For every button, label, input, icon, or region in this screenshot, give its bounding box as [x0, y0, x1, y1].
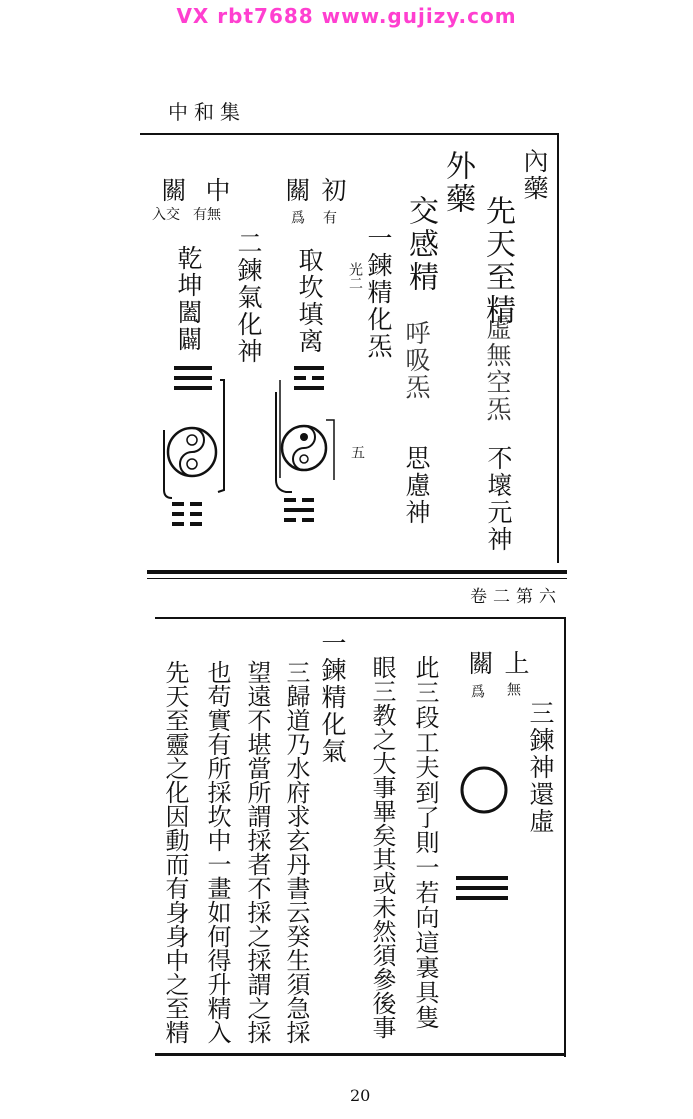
mid-rule-thin [147, 578, 567, 579]
lower-text-2: 眼三教之大事畢矣其或未然須參後事 [368, 655, 396, 1039]
guan-lower-wei: 爲 [469, 684, 485, 698]
nei-yao-label: 內藥 [520, 148, 549, 202]
lower-title: 三鍊神還虛 [526, 700, 555, 835]
guan1-wei: 爲 [289, 210, 305, 224]
body-3: 也苟實有所採坎中一畫如何得升精入 [203, 660, 231, 1044]
upper-right-rule [557, 133, 559, 563]
wai-yao-label: 外藥 [440, 150, 475, 216]
page-number: 20 [350, 1086, 371, 1105]
nei-main: 先天至精 [480, 195, 515, 327]
lian2: 二鍊氣化神 [234, 230, 263, 365]
trigram-top-icon [174, 368, 212, 388]
zhong: 中 [202, 177, 231, 204]
body-1: 三歸道乃水府求玄丹書云癸生須急採 [282, 660, 310, 1044]
yin-yang-icon [168, 428, 216, 476]
qiankun: 乾坤闔闢 [174, 245, 203, 353]
lower-right-rule [564, 617, 566, 1057]
nei-bot: 不壞元神 [484, 445, 513, 553]
guan-lower: 關 [465, 650, 494, 677]
lian1: 一鍊精化炁 [364, 225, 393, 360]
guan2: 關 [158, 177, 187, 204]
chu: 初 [318, 177, 347, 204]
mark-five: 五 [349, 445, 365, 459]
qu-kan: 取坎填离 [295, 247, 324, 355]
lower-text-1: 此三段工夫到了則一若向這裏具隻 [411, 655, 439, 1030]
guan2-ru-jiao: 入交 [152, 207, 180, 223]
trigram-bottom-icon [284, 500, 314, 520]
sub-heading: 一鍊精化氣 [318, 630, 347, 765]
zhong-you-wu: 有無 [193, 207, 221, 223]
body-4: 先天至靈之化因動而有身身中之至精 [161, 660, 189, 1044]
shang: 上 [501, 650, 530, 677]
trigram-bottom-icon [172, 504, 202, 524]
circle-icon [462, 768, 506, 812]
trigram-icon [456, 878, 508, 898]
nei-mid: 虛無空炁 [483, 315, 512, 423]
trigram-top-icon [294, 368, 324, 388]
mid-rule-thick [147, 570, 567, 574]
kan-li-diagram [262, 360, 342, 530]
wai-bot: 思慮神 [402, 445, 431, 526]
footer-head: 卷二第六 [470, 587, 562, 607]
running-head: 中和集 [168, 100, 246, 124]
wai-main: 交感精 [403, 195, 438, 294]
guan1: 關 [282, 177, 311, 204]
shang-wu: 無 [505, 682, 521, 696]
note1: 光二 [347, 262, 363, 290]
body-2: 望遠不堪當所謂採者不採之採謂之採 [243, 660, 271, 1044]
yin-yang-icon [282, 426, 326, 470]
lower-top-rule [155, 617, 565, 619]
watermark: VX rbt7688 www.gujizy.com [176, 4, 517, 28]
qian-kun-diagram [152, 360, 242, 530]
wai-mid: 呼吸炁 [402, 320, 431, 401]
void-circle-diagram [454, 760, 514, 930]
upper-top-rule [140, 133, 558, 135]
lower-bottom-rule [155, 1053, 566, 1056]
chu-you: 有 [321, 210, 337, 224]
